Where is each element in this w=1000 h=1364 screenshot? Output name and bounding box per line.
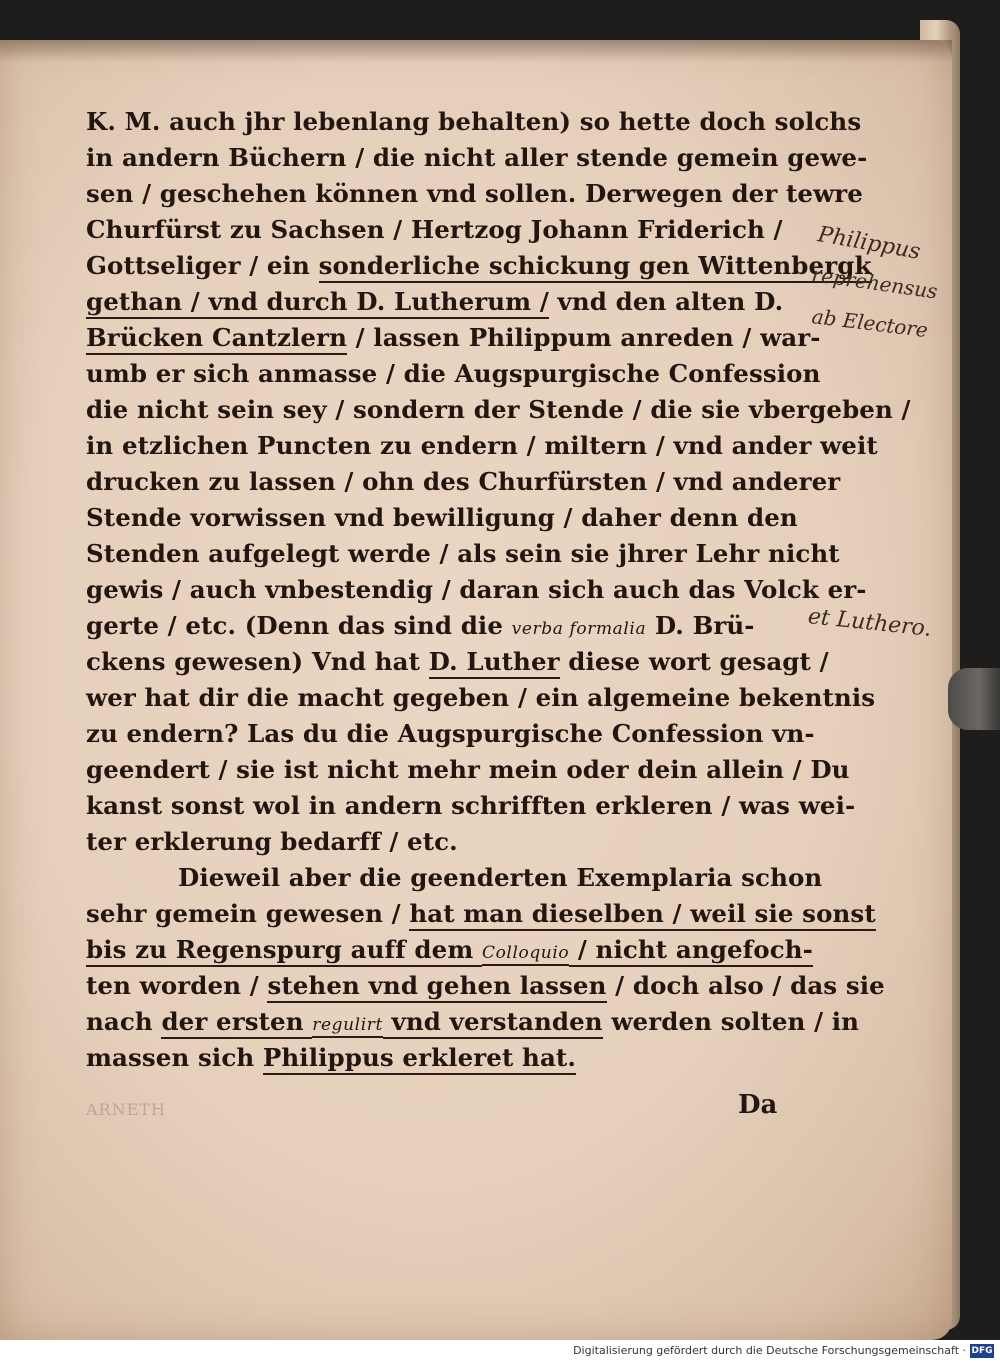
text-line — [86, 536, 840, 572]
text-segment: die nicht sein sey / sondern der Stende / die sie vbergeben / — [86, 395, 911, 424]
text-line — [86, 896, 876, 932]
text-segment: ckens gewesen) Vnd hat — [86, 647, 429, 676]
text-segment: sehr gemein gewesen / — [86, 899, 410, 928]
text-segment: werden solten / in — [602, 1007, 860, 1036]
text-line — [86, 212, 802, 248]
text-line — [86, 752, 850, 788]
underlined-text: Brücken Cantzlern — [86, 323, 347, 355]
text-segment: drucken zu lassen / ohn des Churfürsten / vnd anderer — [86, 467, 841, 496]
underlined-text: stehen vnd gehen lassen — [267, 971, 606, 1003]
text-line — [86, 392, 911, 428]
text-line — [86, 1004, 860, 1040]
dfg-logo: DFG — [971, 1346, 993, 1356]
margin-note-2: reprehensus — [810, 262, 940, 304]
text-segment: in etzlichen Puncten zu endern / miltern / vnd ander weit — [86, 431, 878, 460]
underlined-text: sonderliche schickung gen Wittenbergk — [319, 251, 872, 283]
text-line — [86, 464, 841, 500]
text-line — [86, 284, 802, 320]
underlined-text: vnd verstanden — [383, 1007, 603, 1039]
underlined-text: der ersten — [161, 1007, 312, 1039]
text-line — [86, 932, 813, 968]
text-segment: wer hat dir die macht gegeben / ein algemeine bekentnis — [86, 683, 876, 712]
text-segment: zu endern? Las du die Augspurgische Confession vn- — [86, 719, 815, 748]
text-line — [86, 968, 885, 1004]
text-line — [86, 824, 802, 860]
footer-bar — [0, 1340, 1000, 1364]
text-line — [86, 356, 821, 392]
text-line — [86, 248, 872, 284]
text-segment: gerte / etc. (Denn das sind die — [86, 611, 512, 640]
text-line — [86, 500, 802, 536]
text-line — [86, 428, 878, 464]
text-line — [86, 104, 862, 140]
margin-note-4: et Luthero. — [806, 604, 933, 642]
text-line — [86, 860, 823, 896]
text-line — [86, 140, 868, 176]
text-segment: ter erklerung bedarff / etc. — [86, 827, 458, 856]
underlined-text: D. Luther — [429, 647, 560, 679]
text-segment: sen / geschehen können vnd sollen. Derwegen der tewre — [86, 179, 863, 208]
offset-mark: ARNETH — [86, 1100, 166, 1119]
margin-note-3: ab Electore — [810, 304, 930, 343]
text-segment: nach — [86, 1007, 162, 1036]
text-segment: Gottseliger / ein — [86, 251, 319, 280]
latin-phrase: verba formalia — [511, 619, 647, 639]
underlined-text: Philippus erkleret hat. — [263, 1043, 576, 1075]
book-clasp — [948, 668, 1000, 730]
text-segment: ten worden / — [86, 971, 268, 1000]
footer-credit: Digitalisierung gefördert durch die Deutsche Forschungsgemeinschaft · — [573, 1344, 966, 1357]
text-segment: diese wort gesagt / — [559, 647, 829, 676]
underlined-text: regulirt — [312, 1015, 383, 1038]
page-top-shadow — [0, 40, 952, 62]
text-line — [86, 608, 802, 644]
underlined-text: bis zu Regenspurg auff dem — [86, 935, 482, 967]
text-segment: K. M. auch jhr lebenlang behalten) so hette doch solchs — [86, 107, 862, 136]
text-line — [86, 788, 856, 824]
text-line — [86, 320, 821, 356]
text-segment: D. Brü- — [646, 611, 755, 640]
text-segment: Dieweil aber die geenderten Exemplaria schon — [178, 863, 823, 892]
text-line — [86, 1040, 802, 1076]
text-segment: / lassen Philippum anreden / war- — [346, 323, 821, 352]
underlined-text: gethan / vnd durch D. Lutherum / — [86, 287, 549, 319]
text-segment: Stende vorwissen vnd bewilligung / daher denn den — [86, 503, 798, 532]
underlined-text: Colloquio — [482, 943, 569, 966]
underlined-text: / nicht angefoch- — [569, 935, 813, 967]
text-segment: massen sich — [86, 1043, 263, 1072]
text-line — [86, 716, 815, 752]
text-line — [86, 176, 863, 212]
text-segment: vnd den alten D. — [548, 287, 784, 316]
underlined-text: hat man dieselben / weil sie sonst — [409, 899, 875, 931]
catchword: Da — [738, 1090, 778, 1120]
text-segment: umb er sich anmasse / die Augspurgische Confession — [86, 359, 821, 388]
text-segment: / doch also / das sie — [606, 971, 885, 1000]
text-line — [86, 680, 876, 716]
text-segment: gewis / auch vnbestendig / daran sich auch das Volck er- — [86, 575, 867, 604]
margin-note-1: Philippus — [815, 222, 923, 265]
text-line — [86, 644, 829, 680]
text-line — [86, 572, 867, 608]
text-segment: kanst sonst wol in andern schrifften erkleren / was wei- — [86, 791, 856, 820]
text-segment: Churfürst zu Sachsen / Hertzog Johann Friderich / — [86, 215, 783, 244]
text-segment: in andern Büchern / die nicht aller stende gemein gewe- — [86, 143, 868, 172]
text-segment: geendert / sie ist nicht mehr mein oder dein allein / Du — [86, 755, 850, 784]
text-segment: Stenden aufgelegt werde / als sein sie jhrer Lehr nicht — [86, 539, 840, 568]
